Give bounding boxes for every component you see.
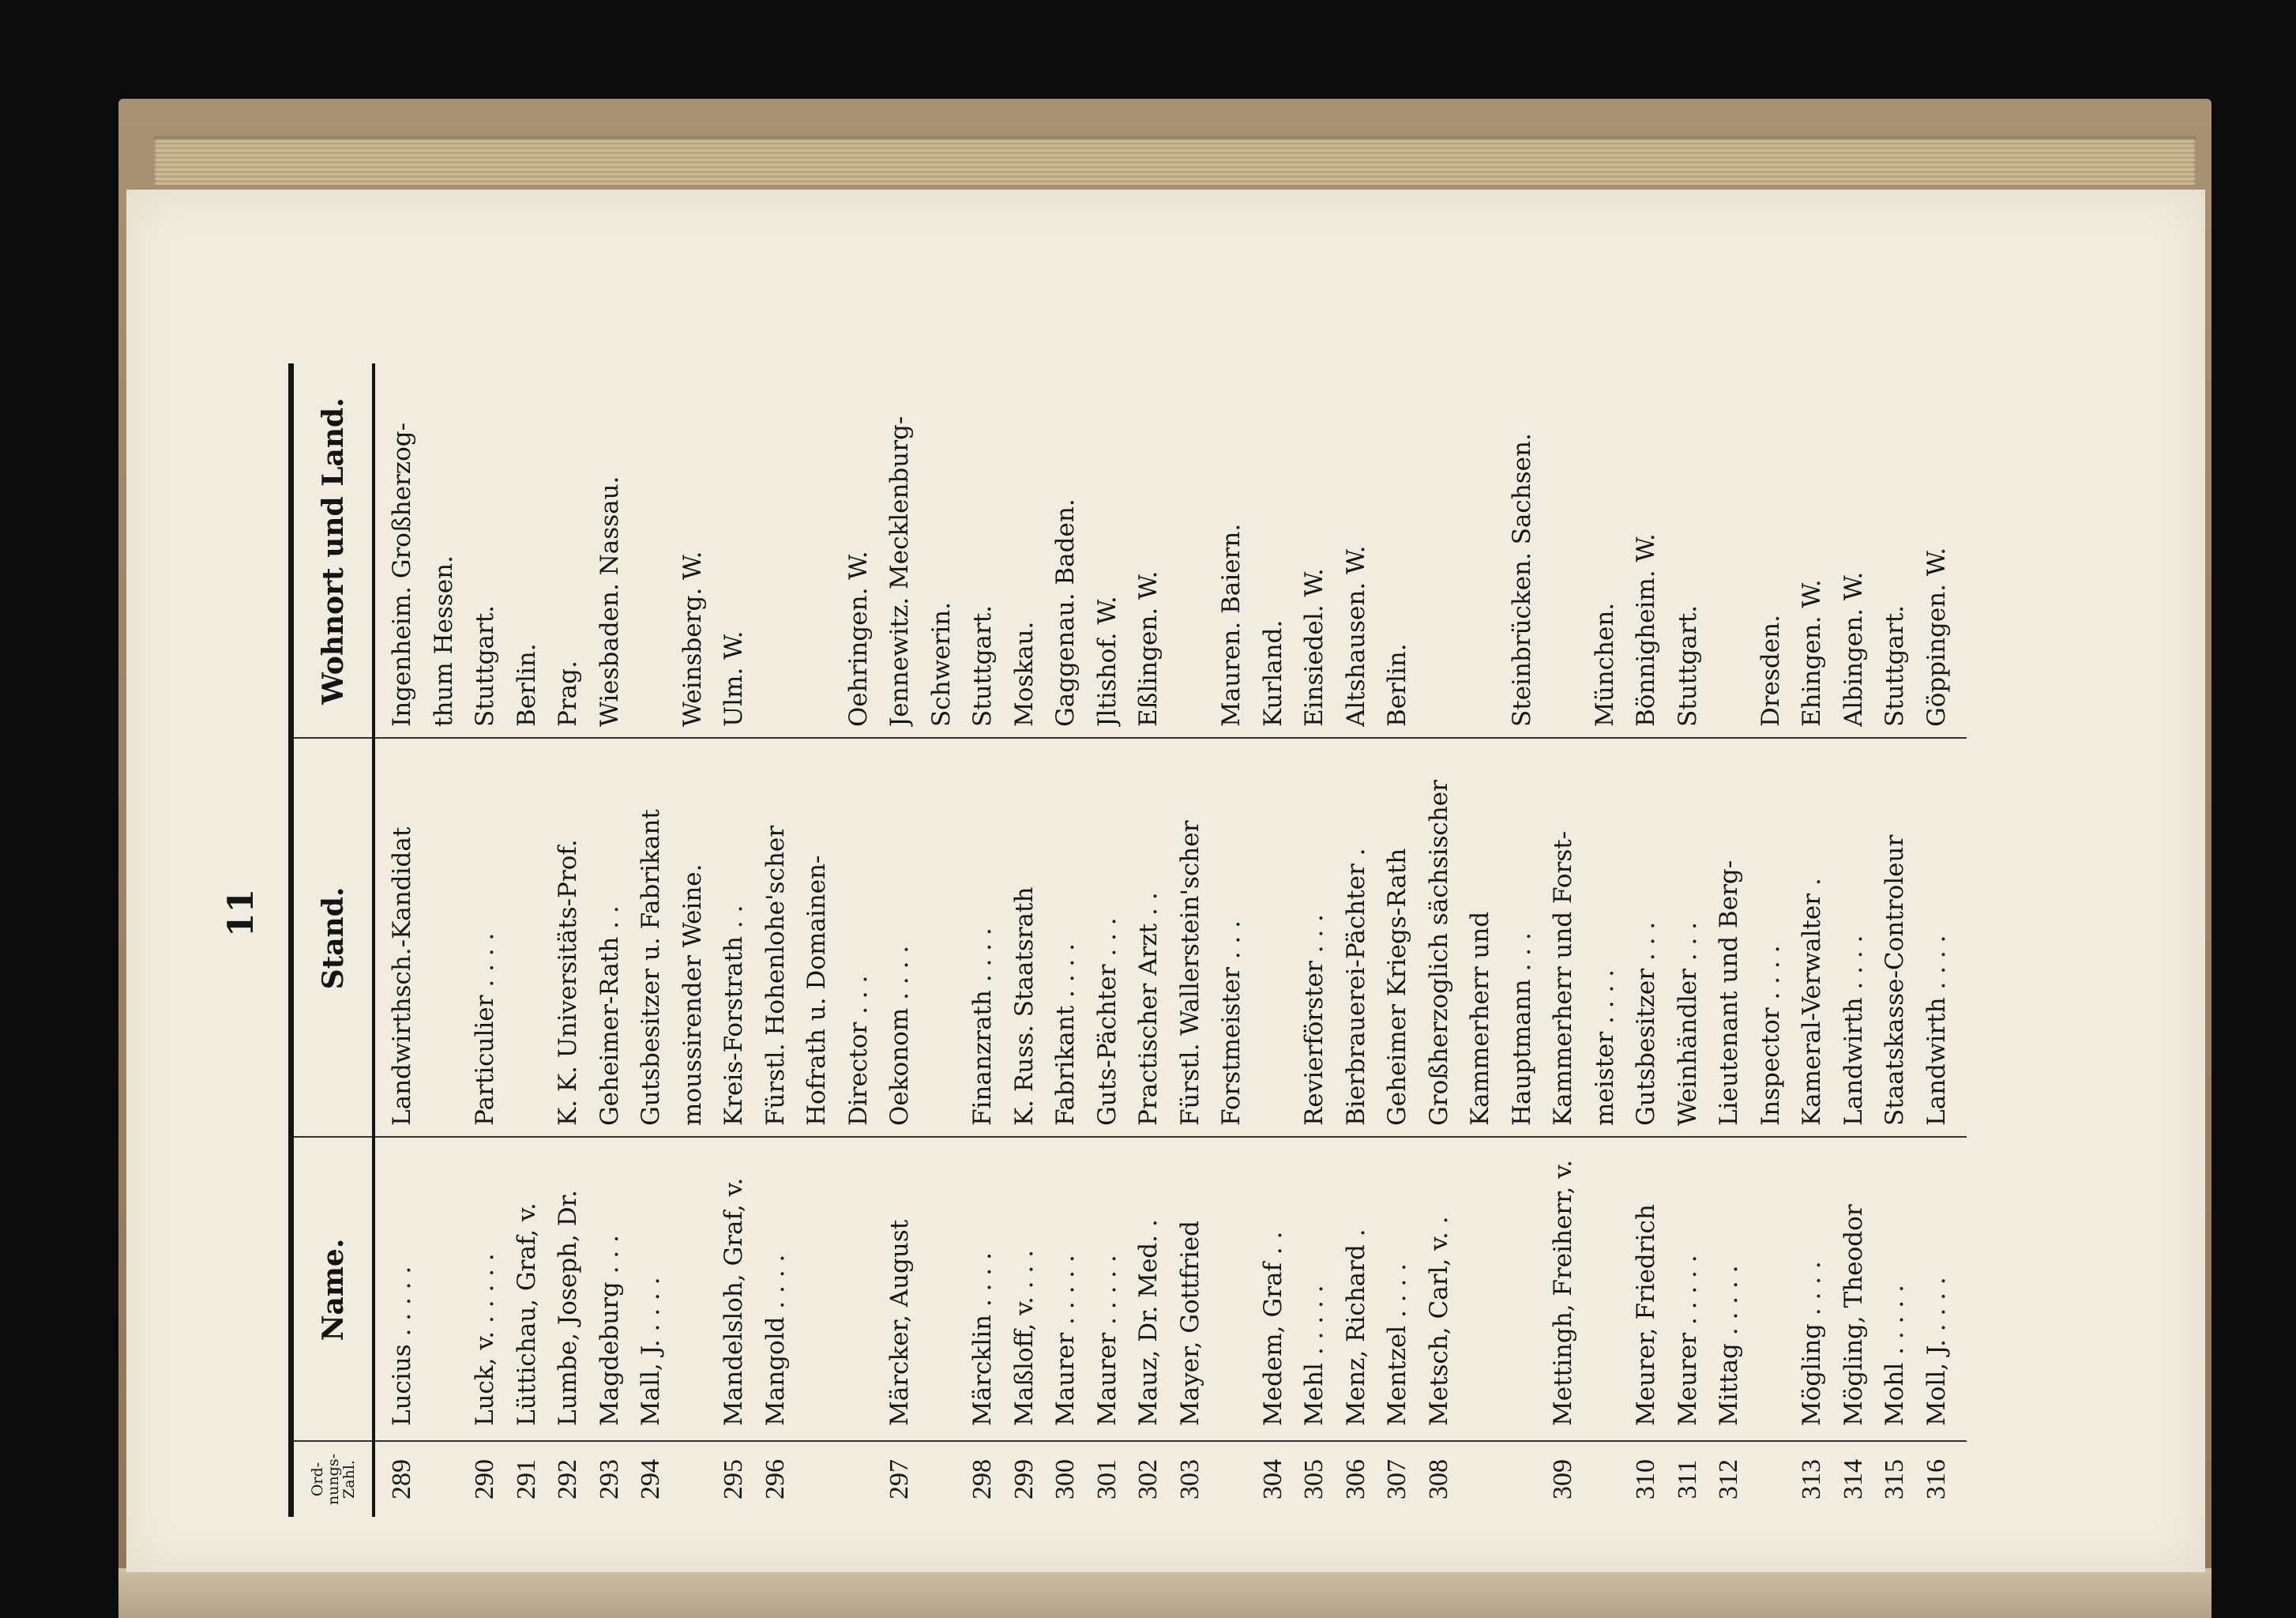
row-wohnort: Kurland. bbox=[1258, 619, 1287, 727]
row-wohnort: Einsiedel. W. bbox=[1300, 568, 1328, 727]
row-wohnort: Wiesbaden. Nassau. bbox=[595, 476, 624, 727]
row-number: 304 bbox=[1257, 1459, 1287, 1499]
row-stand: Kammerherr und bbox=[1466, 911, 1494, 1126]
row-stand: K. Russ. Staatsrath bbox=[1009, 886, 1039, 1126]
row-stand: Geheimer-Rath . . bbox=[595, 905, 624, 1126]
row-wohnort: Gaggenau. Baden. bbox=[1051, 499, 1080, 727]
row-wohnort: Steinbrücken. Sachsen. bbox=[1507, 433, 1536, 727]
row-wohnort: Berlin. bbox=[512, 643, 541, 727]
row-wohnort: Ingenheim. Großherzog- bbox=[388, 422, 416, 727]
row-number: 296 bbox=[760, 1459, 790, 1499]
table-row bbox=[1833, 363, 1874, 1517]
table-row bbox=[962, 363, 1003, 1517]
table-row bbox=[1543, 363, 1584, 1517]
row-number: 306 bbox=[1340, 1459, 1370, 1499]
row-wohnort: Jennewitz. Mecklenburg- bbox=[885, 416, 914, 727]
row-number: 291 bbox=[511, 1459, 541, 1499]
row-number: 312 bbox=[1714, 1459, 1743, 1499]
row-name: Mauz, Dr. Med. . bbox=[1134, 1219, 1163, 1426]
table-row bbox=[589, 363, 630, 1517]
row-number: 308 bbox=[1423, 1459, 1453, 1499]
row-number: 294 bbox=[636, 1459, 665, 1499]
row-wohnort: Altshausen. W. bbox=[1341, 545, 1370, 727]
column-divider bbox=[294, 1136, 372, 1138]
row-name: Menz, Richard . bbox=[1341, 1229, 1370, 1426]
book-bottom-edge bbox=[118, 1568, 2211, 1618]
row-stand: Staatskasse-Controleur bbox=[1881, 834, 1909, 1126]
row-name: Lucius . . . . . bbox=[388, 1266, 416, 1426]
row-wohnort: Bönnigheim. W. bbox=[1632, 533, 1660, 727]
row-name: Medem, Graf . . bbox=[1258, 1231, 1287, 1426]
header-name: Name. bbox=[316, 1238, 350, 1341]
row-number: 311 bbox=[1672, 1459, 1702, 1499]
row-name: Mayer, Gottfried bbox=[1175, 1221, 1204, 1426]
row-wohnort: Ehingen. W. bbox=[1798, 579, 1826, 727]
header-ordnungszahl: Ord- nungs- Zahl. bbox=[308, 1453, 358, 1506]
table-row bbox=[1460, 363, 1501, 1517]
row-wohnort: Göppingen. W. bbox=[1922, 547, 1951, 727]
row-stand: Gutsbesitzer u. Fabrikant bbox=[637, 809, 665, 1126]
page-edges bbox=[154, 136, 2196, 185]
column-rule bbox=[375, 1136, 1967, 1138]
row-stand: Großherzoglich sächsischer bbox=[1424, 780, 1453, 1126]
table-row bbox=[1874, 363, 1915, 1517]
row-name: Meurer, Friedrich bbox=[1632, 1204, 1660, 1426]
table-row bbox=[1045, 363, 1086, 1517]
table-row bbox=[1750, 363, 1791, 1517]
row-stand: Inspector . . . . bbox=[1756, 945, 1785, 1126]
row-number: 313 bbox=[1797, 1459, 1826, 1499]
row-name: Märcklin . . . . bbox=[968, 1252, 997, 1426]
row-number: 299 bbox=[1009, 1459, 1039, 1499]
row-name: Mettingh, Freiherr, v. bbox=[1549, 1160, 1577, 1426]
row-number: 315 bbox=[1880, 1459, 1909, 1499]
row-name: Magdeburg . . . bbox=[595, 1235, 624, 1426]
row-stand: Bierbrauerei-Pächter . bbox=[1341, 848, 1370, 1126]
table-row bbox=[1625, 363, 1667, 1517]
row-name: Mall, J. . . . . bbox=[637, 1277, 665, 1426]
row-name: Maurer . . . . . bbox=[1092, 1255, 1122, 1426]
row-name: Mangold . . . . bbox=[761, 1254, 790, 1426]
table-row bbox=[1211, 363, 1252, 1517]
row-stand: moussirender Weine. bbox=[678, 864, 707, 1126]
row-stand: Forstmeister . . . bbox=[1217, 920, 1246, 1126]
row-name: Metsch, Carl, v. . bbox=[1424, 1216, 1453, 1426]
table-row bbox=[1791, 363, 1832, 1517]
header-wohnort: Wohnort und Land. bbox=[316, 397, 350, 705]
table-row bbox=[381, 363, 423, 1517]
row-wohnort: Prag. bbox=[554, 660, 582, 727]
table-row bbox=[423, 363, 464, 1517]
row-name: Maßloff, v. . . . bbox=[1009, 1250, 1039, 1426]
table-row bbox=[755, 363, 796, 1517]
row-name: Mögling, Theodor bbox=[1839, 1204, 1868, 1426]
row-wohnort: Weinsberg. W. bbox=[678, 551, 707, 727]
row-number: 316 bbox=[1921, 1459, 1951, 1499]
table-row bbox=[1253, 363, 1294, 1517]
row-wohnort: Oehringen. W. bbox=[844, 551, 873, 727]
row-number: 290 bbox=[470, 1459, 499, 1499]
table-row bbox=[506, 363, 547, 1517]
table-row bbox=[713, 363, 754, 1517]
table-row bbox=[464, 363, 505, 1517]
row-wohnort: Stuttgart. bbox=[968, 604, 997, 727]
row-number: 314 bbox=[1838, 1459, 1868, 1499]
row-wohnort: Berlin. bbox=[1383, 643, 1411, 727]
table-row bbox=[1501, 363, 1543, 1517]
table-row bbox=[1419, 363, 1460, 1517]
row-name: Mögling . . . . bbox=[1798, 1261, 1826, 1426]
column-divider bbox=[294, 1440, 372, 1442]
row-number: 309 bbox=[1548, 1459, 1577, 1499]
row-stand: Hauptmann . . . bbox=[1507, 932, 1536, 1126]
row-number: 302 bbox=[1133, 1459, 1163, 1499]
row-stand: Landwirthsch.-Kandidat bbox=[388, 826, 416, 1126]
row-stand: Director . . . bbox=[844, 975, 873, 1126]
row-stand: Landwirth . . . . bbox=[1922, 935, 1951, 1126]
row-number: 300 bbox=[1050, 1459, 1080, 1499]
row-name: Mittag . . . . . bbox=[1715, 1265, 1743, 1426]
table-row bbox=[1584, 363, 1625, 1517]
column-divider bbox=[294, 737, 372, 739]
table-row bbox=[921, 363, 962, 1517]
row-stand: Particulier . . . . bbox=[471, 932, 499, 1126]
row-stand: meister . . . . bbox=[1590, 969, 1619, 1126]
row-wohnort: Albingen. W. bbox=[1839, 571, 1868, 727]
row-stand: Weinhändler . . . bbox=[1673, 921, 1702, 1126]
row-stand: Revierförster . . . bbox=[1300, 914, 1328, 1126]
row-number: 293 bbox=[594, 1459, 624, 1499]
table-row bbox=[1128, 363, 1169, 1517]
table-row bbox=[1377, 363, 1418, 1517]
row-name: Luck, v. . . . . . bbox=[471, 1253, 499, 1426]
row-wohnort: thum Hessen. bbox=[429, 555, 458, 727]
table-row bbox=[1916, 363, 1957, 1517]
row-stand: Fürstl. Wallerstein'scher bbox=[1175, 820, 1204, 1126]
table-row bbox=[630, 363, 671, 1517]
row-stand: Kameral-Verwalter . bbox=[1798, 878, 1826, 1126]
column-rule bbox=[375, 737, 1967, 739]
row-wohnort: Jltishof. W. bbox=[1092, 596, 1122, 727]
row-stand: Practischer Arzt . . bbox=[1134, 892, 1163, 1126]
row-wohnort: Moskau. bbox=[1009, 621, 1039, 727]
row-stand: Fürstl. Hohenlohe'scher bbox=[761, 825, 790, 1126]
table-row bbox=[879, 363, 920, 1517]
table-row bbox=[1294, 363, 1335, 1517]
row-wohnort: Ulm. W. bbox=[720, 630, 748, 727]
row-number: 298 bbox=[968, 1459, 997, 1499]
row-number: 289 bbox=[387, 1459, 416, 1499]
row-stand: Oekonom . . . . bbox=[885, 945, 914, 1126]
table-row bbox=[1667, 363, 1708, 1517]
table-row bbox=[1708, 363, 1749, 1517]
table-row bbox=[1170, 363, 1211, 1517]
row-name: Mandelsloh, Graf, v. bbox=[720, 1177, 748, 1426]
row-stand: Gutsbesitzer . . . bbox=[1632, 921, 1660, 1126]
row-wohnort: Stuttgart. bbox=[1881, 604, 1909, 727]
row-stand: Hofrath u. Domainen- bbox=[802, 855, 831, 1126]
row-name: Lumbe, Joseph, Dr. bbox=[554, 1190, 582, 1426]
row-number: 307 bbox=[1382, 1459, 1411, 1499]
table-row bbox=[672, 363, 713, 1517]
member-table bbox=[288, 363, 2042, 1517]
column-rule bbox=[375, 1440, 1967, 1442]
row-number: 310 bbox=[1631, 1459, 1660, 1499]
row-name: Mentzel . . . . bbox=[1383, 1263, 1411, 1426]
row-name: Maurer . . . . . bbox=[1051, 1255, 1080, 1426]
row-wohnort: Stuttgart. bbox=[471, 604, 499, 727]
row-stand: Finanzrath . . . . bbox=[968, 928, 997, 1126]
table-header bbox=[288, 363, 375, 1517]
row-name: Märcker, August bbox=[885, 1219, 914, 1426]
table-row bbox=[838, 363, 879, 1517]
table-row bbox=[796, 363, 837, 1517]
row-name: Mohl . . . . . bbox=[1881, 1285, 1909, 1426]
row-wohnort: Stuttgart. bbox=[1673, 604, 1702, 727]
row-stand: Kreis-Forstrath . . bbox=[720, 905, 748, 1126]
table-row bbox=[1004, 363, 1045, 1517]
row-number: 301 bbox=[1092, 1459, 1122, 1499]
row-wohnort: Schwerin. bbox=[926, 602, 956, 727]
row-stand: Landwirth . . . . bbox=[1839, 935, 1868, 1126]
row-stand: Kammerherr und Forst- bbox=[1549, 830, 1577, 1126]
table-row bbox=[1336, 363, 1377, 1517]
row-stand: K. K. Universitäts-Prof. bbox=[554, 839, 582, 1126]
row-stand: Fabrikant . . . . bbox=[1051, 943, 1080, 1126]
row-number: 297 bbox=[885, 1459, 914, 1499]
row-name: Mehl . . . . . bbox=[1300, 1285, 1328, 1426]
row-number: 292 bbox=[553, 1459, 582, 1499]
row-name: Lüttichau, Graf, v. bbox=[512, 1202, 541, 1426]
row-name: Meurer . . . . . bbox=[1673, 1255, 1702, 1426]
row-number: 303 bbox=[1174, 1459, 1204, 1499]
page-number: 11 bbox=[221, 888, 262, 938]
table-row bbox=[1087, 363, 1128, 1517]
row-wohnort: München. bbox=[1590, 602, 1619, 727]
table-row bbox=[547, 363, 588, 1517]
row-stand: Lieutenant und Berg- bbox=[1715, 860, 1743, 1126]
row-wohnort: Mauren. Baiern. bbox=[1217, 523, 1246, 727]
header-stand: Stand. bbox=[316, 886, 350, 990]
row-wohnort: Dresden. bbox=[1756, 615, 1785, 727]
row-number: 295 bbox=[719, 1459, 748, 1499]
row-name: Moll, J. . . . . bbox=[1922, 1277, 1951, 1426]
row-stand: Guts-Pächter . . . bbox=[1092, 917, 1122, 1126]
row-number: 305 bbox=[1299, 1459, 1328, 1499]
row-stand: Geheimer Kriegs-Rath bbox=[1383, 848, 1411, 1126]
row-wohnort: Eßlingen. W. bbox=[1134, 570, 1163, 727]
